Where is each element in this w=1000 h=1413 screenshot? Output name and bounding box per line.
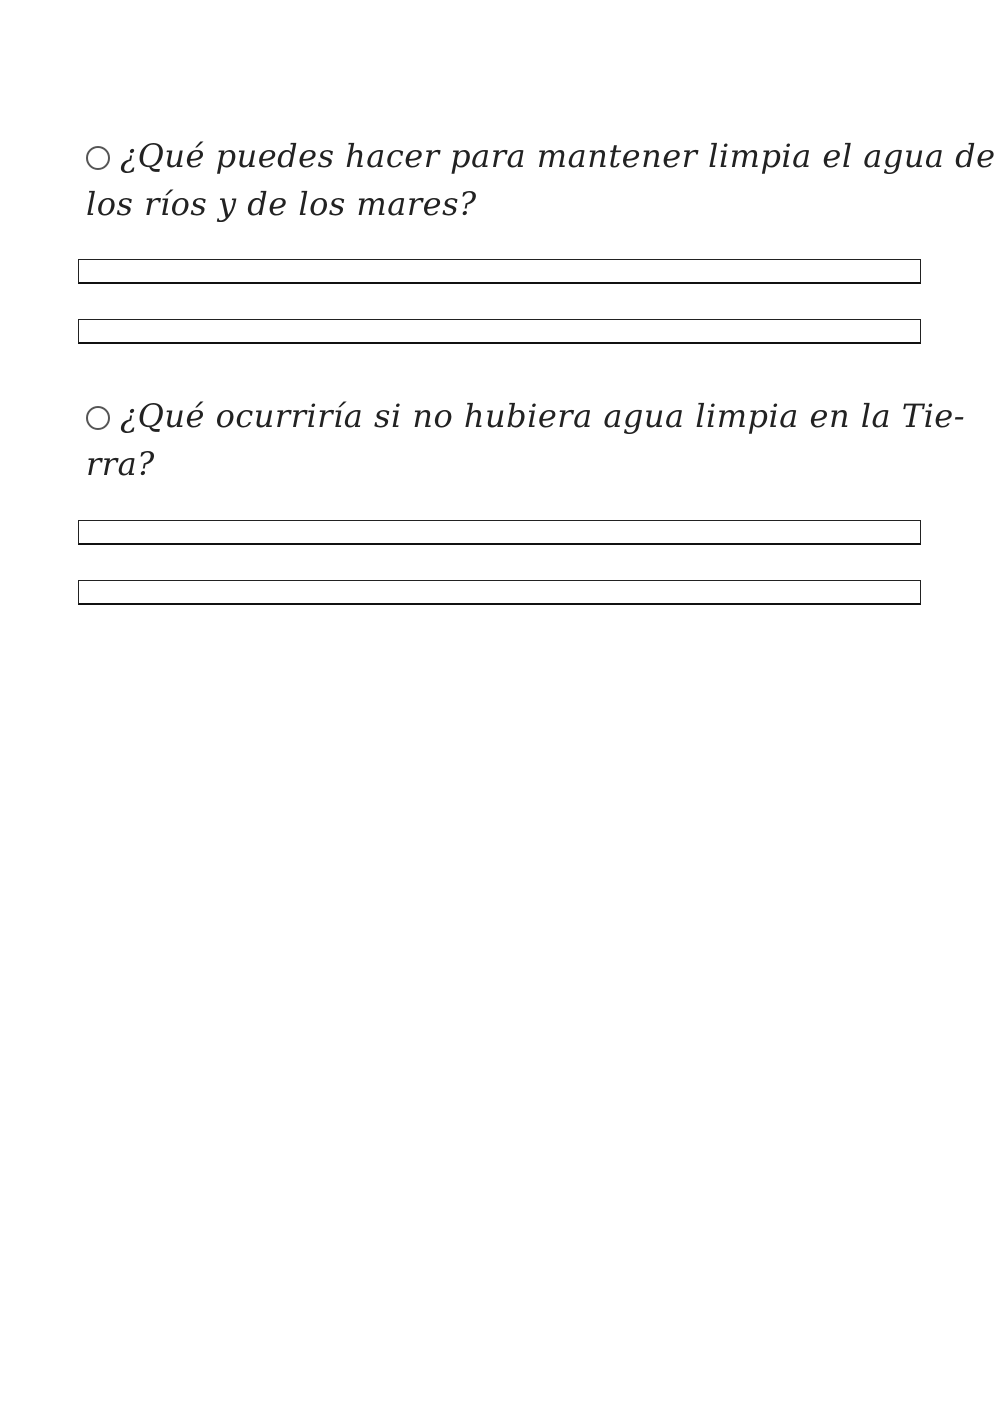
question-2-line-1	[86, 392, 966, 440]
question-1-line-1	[86, 132, 996, 180]
circle-bullet-icon[interactable]	[86, 146, 110, 170]
question-1-line-2	[86, 180, 926, 228]
question-2	[86, 392, 966, 488]
question-2-answer-field-2[interactable]	[78, 580, 921, 605]
question-1-text-line-1: ¿Qué puedes hacer para mantener limpia el agua de	[120, 137, 996, 175]
question-1-text-line-2: los ríos y de los mares?	[86, 185, 477, 223]
question-2-line-2	[86, 440, 926, 488]
question-2-text-line-2: rra?	[86, 445, 155, 483]
question-2-answer-field-1[interactable]	[78, 520, 921, 545]
question-1-answer-field-2[interactable]	[78, 319, 921, 344]
question-1	[86, 132, 996, 228]
question-1-answer-field-1[interactable]	[78, 259, 921, 284]
circle-bullet-icon[interactable]	[86, 406, 110, 430]
question-2-text-line-1: ¿Qué ocurriría si no hubiera agua limpia en la Tie-	[120, 397, 966, 435]
